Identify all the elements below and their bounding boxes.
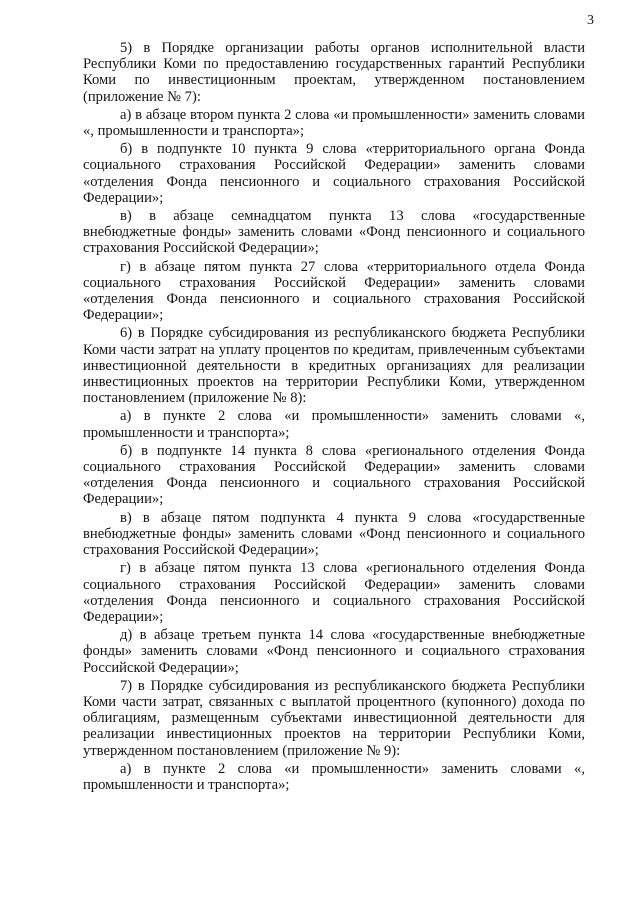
subparagraph-a: а) в абзаце втором пункта 2 слова «и промышленности» заменить словами «, промышленности и транспорта»;	[83, 106, 585, 140]
page-number: 3	[587, 13, 594, 28]
paragraph-item-5: 5) в Порядке организации работы органов исполнительной власти Республики Коми по предоставлению государственных гарантий Республики Коми по инвестиционным проектам, утвержденном постановлением (приложение № 7):	[83, 40, 585, 105]
subparagraph-b: б) в подпункте 10 пункта 9 слова «территориального органа Фонда социального страхования Российской Федерации» заменить словами «отделения Фонда пенсионного и социального страхования Российской Федерации»;	[83, 141, 585, 206]
subparagraph-v: в) в абзаце семнадцатом пункта 13 слова «государственные внебюджетные фонды» заменить словами «Фонд пенсионного и социального страхования Российской Федерации»;	[83, 208, 585, 257]
subparagraph-g: г) в абзаце пятом пункта 13 слова «регионального отделения Фонда социального страхования Российской Федерации» заменить словами «отделения Фонда пенсионного и социального страхования Российской Федерации»;	[83, 560, 585, 625]
document-body	[83, 40, 585, 795]
subparagraph-g: г) в абзаце пятом пункта 27 слова «территориального отдела Фонда социального страхования Российской Федерации» заменить словами «отделения Фонда пенсионного и социального страхования Российской Федерации»;	[83, 258, 585, 324]
paragraph-item-7: 7) в Порядке субсидирования из республиканского бюджета Республики Коми части затрат, связанных с выплатой процентного (купонного) дохода по облигациям, размещенным субъектами инвестиционной деятельности для реализации инвестиционных проектов на территории Республики Коми, утвержденном постановлением (приложение № 9):	[83, 677, 585, 759]
subparagraph-a: а) в пункте 2 слова «и промышленности» заменить словами «, промышленности и транспорта»;	[83, 408, 585, 441]
subparagraph-d: д) в абзаце третьем пункта 14 слова «государственные внебюджетные фонды» заменить словами «Фонд пенсионного и социального страхования Российской Федерации»;	[83, 627, 585, 676]
subparagraph-b: б) в подпункте 14 пункта 8 слова «регионального отделения Фонда социального страхования Российской Федерации» заменить словами «отделения Фонда пенсионного и социального страхования Российской Федерации»;	[83, 442, 585, 508]
subparagraph-v: в) в абзаце пятом подпункта 4 пункта 9 слова «государственные внебюджетные фонды» заменить словами «Фонд пенсионного и социального страхования Российской Федерации»;	[83, 509, 585, 559]
subparagraph-a: а) в пункте 2 слова «и промышленности» заменить словами «, промышленности и транспорта»;	[83, 760, 585, 793]
paragraph-item-6: 6) в Порядке субсидирования из республиканского бюджета Республики Коми части затрат на уплату процентов по кредитам, привлеченным субъектами инвестиционной деятельности в кредитных организациях для реализации инвестиционных проектов на территории Республики Коми, утвержденном постановлением (приложение № 8):	[83, 325, 585, 407]
